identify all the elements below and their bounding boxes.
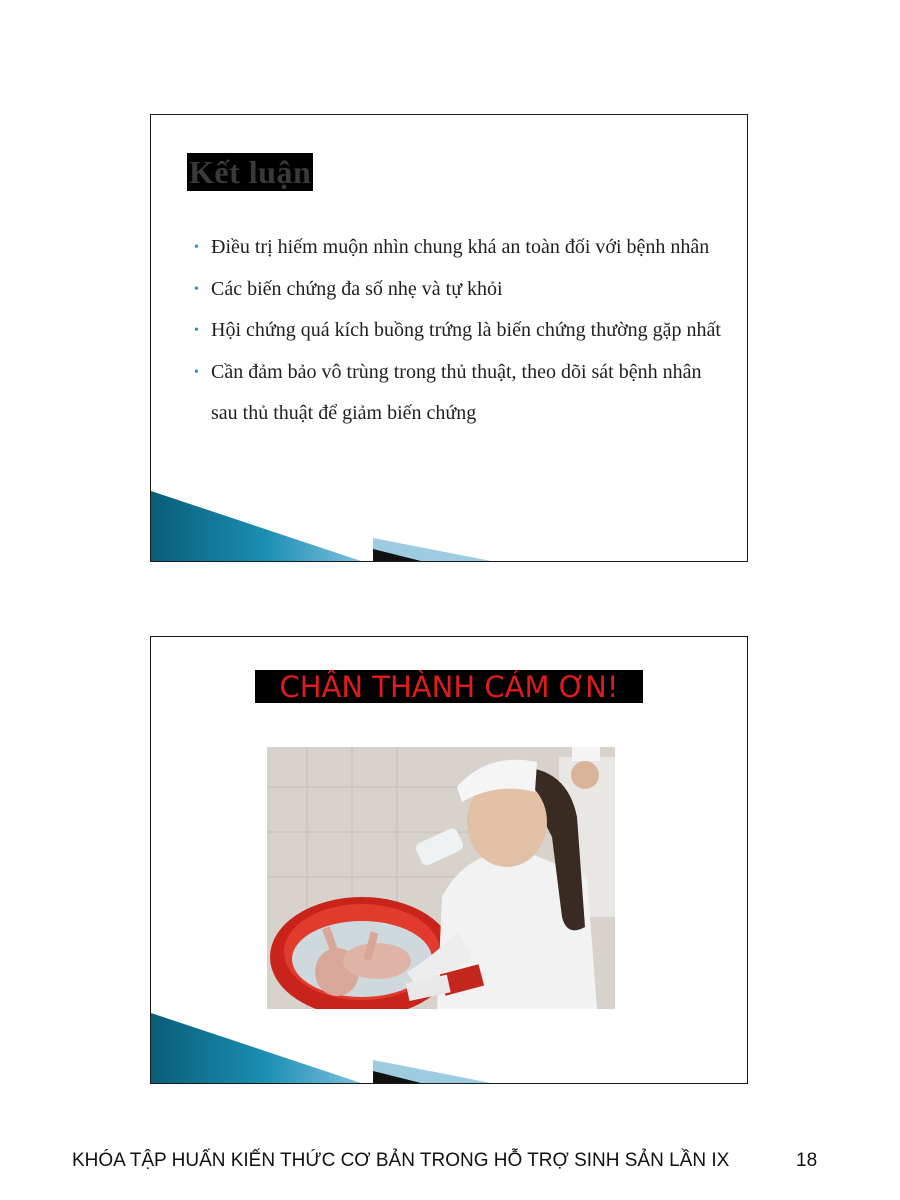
bullet-dot-icon: • — [194, 323, 199, 338]
bullet-item — [191, 310, 731, 352]
bullet-list — [191, 227, 731, 435]
slide-corner-decoration — [151, 1003, 748, 1083]
bullet-text: Các biến chứng đa số nhẹ và tự khỏi — [211, 277, 503, 300]
slide-conclusion — [150, 114, 748, 562]
nurse-baby-photo — [267, 747, 615, 1009]
slide-title: Kết luận — [189, 154, 312, 190]
bullet-item — [191, 227, 731, 269]
photo-illustration — [267, 747, 615, 1009]
bullet-dot-icon: • — [194, 281, 199, 297]
bullet-dot-icon: • — [194, 364, 199, 380]
slide-thank-you — [150, 636, 748, 1084]
bullet-dot-icon: • — [194, 240, 199, 255]
page-footer-text: KHÓA TẬP HUẤN KIẾN THỨC CƠ BẢN TRONG HỖ TRỢ SINH SẢN LẦN IX — [72, 1150, 730, 1171]
slide-title: CHÂN THÀNH CẢM ƠN! — [255, 670, 643, 703]
bullet-text: Cần đảm bảo vô trùng trong thủ thuật, theo dõi sát bệnh nhân sau thủ thuật để giảm biến chứng — [211, 360, 702, 424]
slide-corner-decoration — [151, 481, 748, 561]
page-number: 18 — [796, 1150, 818, 1171]
bullet-item — [191, 352, 731, 435]
bullet-text: Điều trị hiếm muộn nhìn chung khá an toàn đối với bệnh nhân — [211, 236, 710, 258]
bullet-text: Hội chứng quá kích buồng trứng là biến chứng thường gặp nhất — [211, 319, 721, 341]
bullet-item — [191, 269, 731, 311]
